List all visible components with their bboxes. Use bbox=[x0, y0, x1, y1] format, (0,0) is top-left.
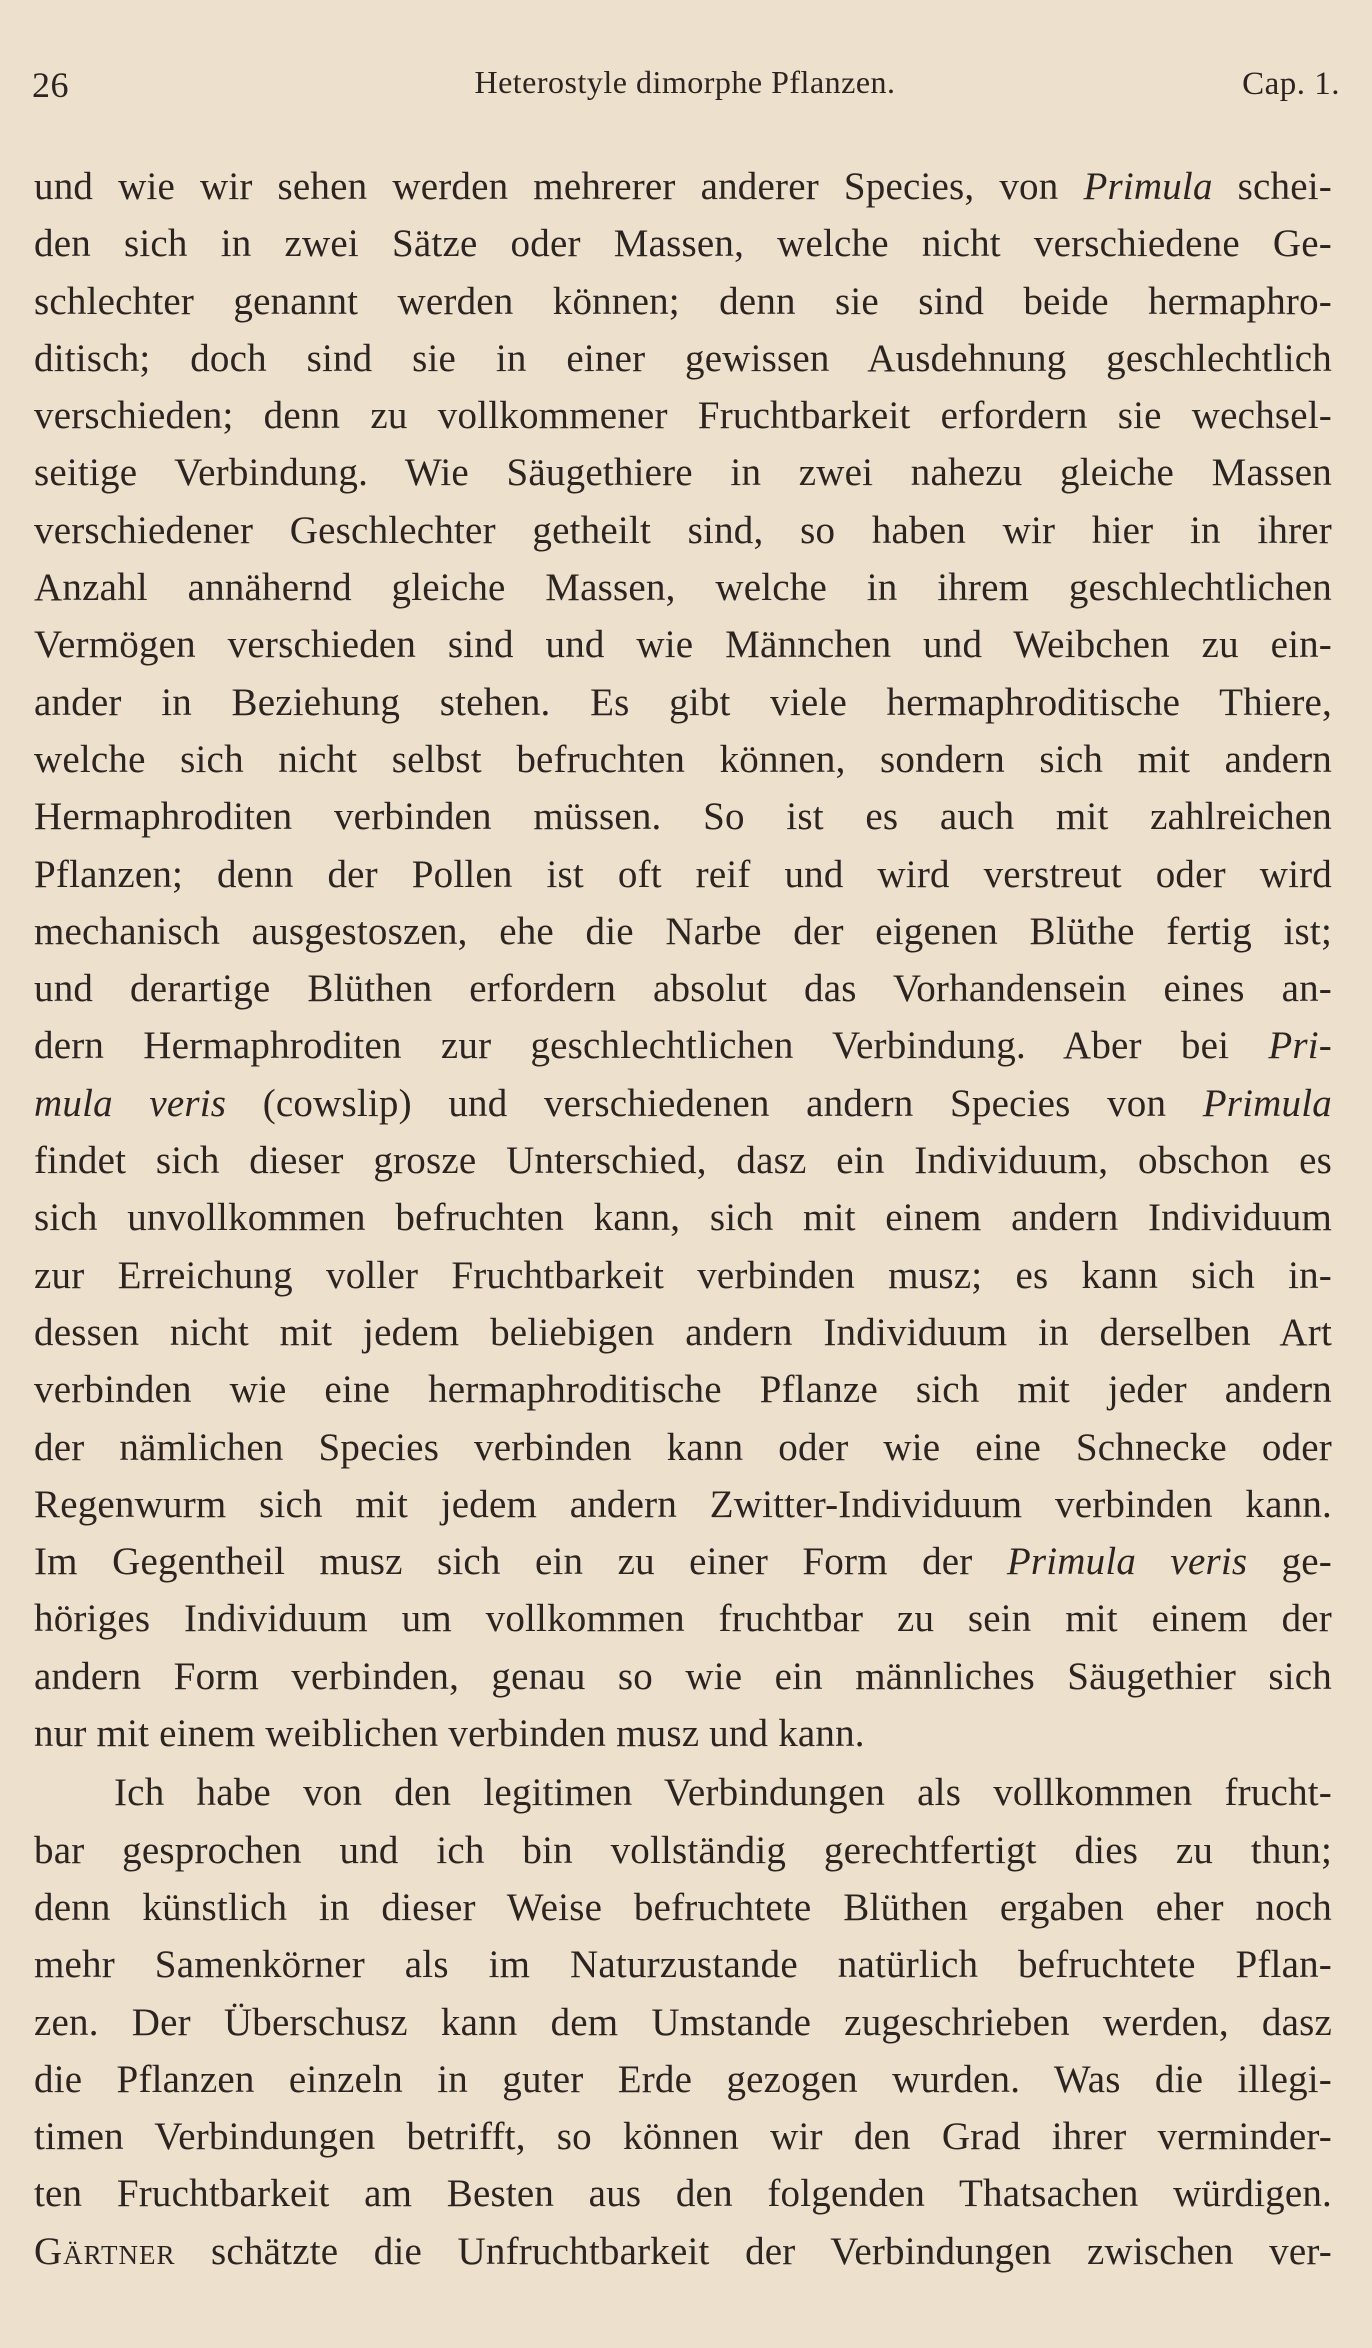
text-line bbox=[34, 273, 1332, 330]
text-segment: dern Hermaphroditen zur geschlechtlichen Verbindung. Aber bei bbox=[34, 1024, 1269, 1068]
text-segment: welche sich nicht selbst befruchten können, sondern sich mit andern bbox=[34, 737, 1332, 781]
text-segment: und wie wir sehen werden mehrerer anderer Species, von bbox=[34, 165, 1084, 208]
text-line bbox=[34, 330, 1332, 387]
running-header bbox=[30, 58, 1340, 118]
text-segment: Vermögen verschieden sind und wie Männchen und Weibchen zu ein- bbox=[34, 623, 1332, 667]
text-segment: ge- bbox=[1247, 1540, 1332, 1584]
italic-term: Primula bbox=[1202, 1081, 1332, 1125]
italic-term: Primula veris bbox=[1006, 1540, 1248, 1584]
text-segment: verbinden wie eine hermaphroditische Pflanze sich mit jeder andern bbox=[34, 1368, 1332, 1412]
text-line bbox=[34, 1247, 1332, 1304]
text-segment: nur mit einem weiblichen verbinden musz und kann. bbox=[34, 1712, 865, 1756]
italic-term: Primula bbox=[1083, 165, 1213, 208]
text-line bbox=[34, 1936, 1332, 1993]
text-segment: Pflanzen; denn der Pollen ist oft reif und wird verstreut oder wird bbox=[34, 852, 1332, 896]
text-line bbox=[34, 731, 1332, 788]
text-segment: der nämlichen Species verbinden kann oder wie eine Schnecke oder bbox=[34, 1425, 1332, 1469]
page-number: 26 bbox=[32, 65, 69, 105]
text-segment: höriges Individuum um vollkommen fruchtbar zu sein mit einem der bbox=[34, 1597, 1332, 1641]
text-line bbox=[34, 846, 1332, 903]
running-title: Heterostyle dimorphe Pflanzen. bbox=[474, 64, 896, 100]
text-line bbox=[34, 788, 1332, 845]
text-segment: Anzahl annähernd gleiche Massen, welche in ihrem geschlechtlichen bbox=[34, 566, 1332, 610]
text-line bbox=[34, 1419, 1332, 1476]
text-segment: ten Fruchtbarkeit am Besten aus den folgenden Thatsachen würdigen. bbox=[34, 2172, 1332, 2216]
text-segment: schei- bbox=[1212, 165, 1332, 208]
text-line bbox=[34, 2165, 1332, 2222]
text-line bbox=[34, 960, 1332, 1017]
text-segment: Hermaphroditen verbinden müssen. So ist es auch mit zahlreichen bbox=[34, 795, 1332, 839]
text-line bbox=[34, 1476, 1332, 1533]
text-line bbox=[34, 2051, 1332, 2108]
text-segment: ditisch; doch sind sie in einer gewissen Ausdehnung geschlechtlich bbox=[34, 336, 1332, 380]
text-line bbox=[34, 1879, 1332, 1936]
text-line bbox=[34, 616, 1332, 673]
text-segment: zen. Der Überschusz kann dem Umstande zugeschrieben werden, dasz bbox=[34, 2000, 1332, 2044]
text-segment: zur Erreichung voller Fruchtbarkeit verbinden musz; es kann sich in- bbox=[34, 1253, 1332, 1297]
italic-term: Pri- bbox=[1268, 1024, 1332, 1068]
text-line bbox=[34, 1017, 1332, 1074]
text-segment: andern Form verbinden, genau so wie ein männliches Säugethier sich bbox=[34, 1654, 1332, 1698]
text-segment: ander in Beziehung stehen. Es gibt viele hermaphroditische Thiere, bbox=[34, 680, 1332, 724]
body-text bbox=[34, 158, 1332, 2280]
author-name: Gärtner bbox=[34, 2229, 176, 2273]
text-segment: mehr Samenkörner als im Naturzustande natürlich befruchtete Pflan- bbox=[34, 1943, 1332, 1987]
text-line bbox=[34, 444, 1332, 501]
text-line bbox=[34, 215, 1332, 272]
text-segment: den sich in zwei Sätze oder Massen, welche nicht verschiedene Ge- bbox=[34, 222, 1332, 266]
text-segment: die Pflanzen einzeln in guter Erde gezogen wurden. Was die illegi- bbox=[34, 2057, 1332, 2101]
text-segment: denn künstlich in dieser Weise befruchtete Blüthen ergaben eher noch bbox=[34, 1885, 1332, 1929]
chapter-label: Cap. 1. bbox=[1242, 66, 1340, 102]
text-line bbox=[34, 1304, 1332, 1361]
italic-term: mula veris bbox=[34, 1081, 227, 1125]
text-line bbox=[34, 1822, 1332, 1879]
text-line bbox=[34, 2108, 1332, 2165]
text-line bbox=[34, 1189, 1332, 1246]
text-segment: Im Gegentheil musz sich ein zu einer Form der bbox=[34, 1540, 1007, 1584]
text-line bbox=[34, 1361, 1332, 1418]
text-segment: mechanisch ausgestoszen, ehe die Narbe der eigenen Blüthe fertig ist; bbox=[34, 909, 1332, 953]
text-segment: (cowslip) und verschiedenen andern Species von bbox=[226, 1081, 1203, 1125]
text-line bbox=[34, 1590, 1332, 1647]
text-line bbox=[34, 1648, 1332, 1705]
text-line bbox=[34, 1994, 1332, 2051]
text-line bbox=[34, 158, 1332, 215]
text-line bbox=[34, 674, 1332, 731]
text-segment: und derartige Blüthen erfordern absolut das Vorhandensein eines an- bbox=[34, 967, 1332, 1011]
text-line bbox=[34, 387, 1332, 444]
text-line bbox=[34, 2223, 1332, 2280]
text-line bbox=[34, 1132, 1332, 1189]
text-line bbox=[34, 502, 1332, 559]
text-segment: schätzte die Unfruchtbarkeit der Verbindungen zwischen ver- bbox=[175, 2229, 1332, 2273]
text-segment: timen Verbindungen betrifft, so können wir den Grad ihrer verminder- bbox=[34, 2115, 1332, 2159]
text-segment: seitige Verbindung. Wie Säugethiere in zwei nahezu gleiche Massen bbox=[34, 451, 1332, 495]
text-segment: dessen nicht mit jedem beliebigen andern Individuum in derselben Art bbox=[34, 1310, 1332, 1354]
text-line bbox=[34, 559, 1332, 616]
text-line bbox=[34, 903, 1332, 960]
text-segment: verschieden; denn zu vollkommener Fruchtbarkeit erfordern sie wechsel- bbox=[34, 394, 1332, 438]
text-segment: verschiedener Geschlechter getheilt sind, so haben wir hier in ihrer bbox=[34, 508, 1332, 552]
text-line bbox=[34, 1764, 1332, 1821]
text-segment: schlechter genannt werden können; denn sie sind beide hermaphro- bbox=[34, 279, 1332, 323]
text-segment: bar gesprochen und ich bin vollständig gerechtfertigt dies zu thun; bbox=[34, 1828, 1332, 1872]
text-segment: Ich habe von den legitimen Verbindungen als vollkommen frucht- bbox=[114, 1771, 1332, 1815]
text-segment: sich unvollkommen befruchten kann, sich mit einem andern Individuum bbox=[34, 1196, 1332, 1240]
text-segment: findet sich dieser grosze Unterschied, dasz ein Individuum, obschon es bbox=[34, 1139, 1332, 1183]
text-segment: Regenwurm sich mit jedem andern Zwitter-Individuum verbinden kann. bbox=[34, 1482, 1332, 1526]
text-line bbox=[34, 1705, 1332, 1762]
text-line bbox=[34, 1533, 1332, 1590]
text-line bbox=[34, 1075, 1332, 1132]
